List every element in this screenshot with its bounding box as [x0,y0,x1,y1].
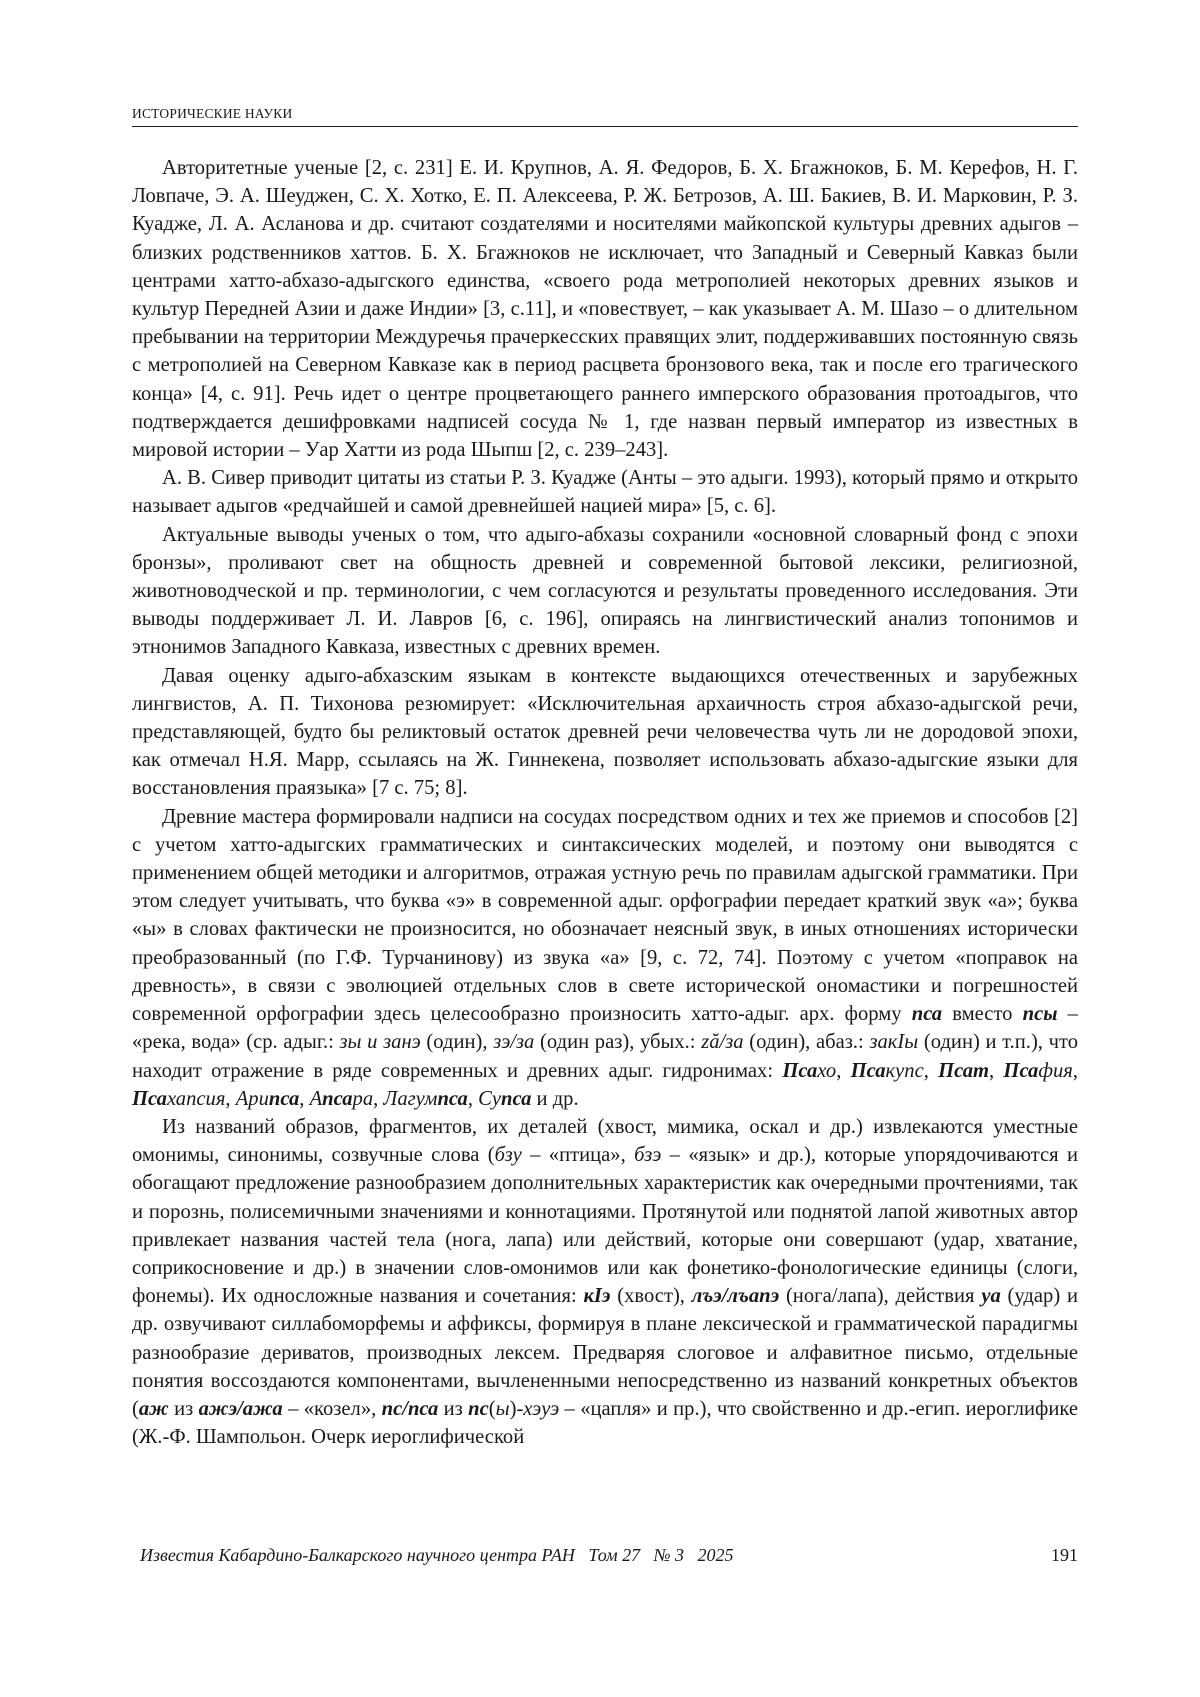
paragraph: Авторитетные ученые [2, с. 231] Е. И. Крупнов, А. Я. Федоров, Б. Х. Бгажноков, Б. М. Ке­рефов, Н. Г. Ловпаче, Э. А. Шеуджен, С. Х. Хотко, Е. П. Алексеева, Р. Ж. Бетрозов, А. Ш. Ба­киев, В. И. Марковин, Р. З. Куадже, Л. А. Асланова и др. считают создателями и носителями майкопской культуры древних адыгов – близких родственников хаттов. Б. Х. Бгажноков не исключает, что Западный и Северный Кавказ были центрами хатто-абхазо-адыгского единства, «своего рода метрополией некоторых древних языков и культур Передней Азии и даже Ин­дии» [3, с.11], и «повествует, – как указывает А. М. Шазо – о длительном пребывании на тер­ритории Междуречья прачеркесских правящих элит, поддерживавших постоянную связь с метрополией на Северном Кавказе как в период расцвета бронзового века, так и после его тра­гического конца» [4, с. 91]. Речь идет о центре процветающего раннего имперского образова­ния протоадыгов, что подтверждается дешифровками надписей сосуда № 1, где назван первый император из известных в мировой истории – Уар Хатти из рода Шыпш [2, с. 239–243]. [132,154,1078,464]
journal-citation: Известия Кабардино-Балкарского научного центра РАН Том 27 № 3 2025 [140,1545,734,1565]
paragraph: Из названий образов, фрагментов, их деталей (хвост, мимика, оскал и др.) извлекаются уместные омонимы, синонимы, созвучные слова (бзу – «птица», бзэ – «язык» и др.), которые упорядочиваются и обогащают предложение разнообразием дополнительных характеристик как очередными прочтениями, так и порознь, полисемичными значениями и коннотациями. Протянутой или поднятой лапой животных автор привлекает названия частей тела (нога, ла­па) или действий, которые они совершают (удар, хватание, соприкосновение и др.) в значении слов-омонимов или как фонетико-фонологические единицы (слоги, фонемы). Их однослож­ные названия и сочетания: кIэ (хвост), лъэ/лъапэ (нога/лапа), действия уа (удар) и др. озвучи­вают силлабоморфемы и аффиксы, формируя в плане лексической и грамматической пара­дигмы разнообразие дериватов, производных лексем. Предваряя слоговое и алфавитное пись­мо, отдельные понятия воссоздаются компонентами, вычлененными непосредственно из названий конкретных объектов (аж из ажэ/ажа – «козел», пс/пса из пс(ы)-хэуэ – «цапля» и пр.), что свойственно и др.-егип. иероглифике (Ж.-Ф. Шампольон. Очерк иероглифической [132,1113,1078,1451]
page-number: 191 [1051,1545,1078,1566]
paragraph: А. В. Сивер приводит цитаты из статьи Р. З. Куадже (Анты – это адыги. 1993), который прямо и открыто называет адыгов «редчайшей и самой древнейшей нацией мира» [5, с. 6]. [132,464,1078,520]
running-head [132,106,1078,127]
page-footer [140,1545,1078,1566]
paragraph: Древние мастера формировали надписи на сосудах посредством одних и тех же приемов и способов [2] с учетом хатто-адыгских грамматических и синтаксических моделей, и поэтому они выводятся с применением общей методики и алгоритмов, отражая устную речь по пра­вилам адыгской грамматики. При этом следует учитывать, что буква «э» в современной адыг. орфографии передает краткий звук «а»; буква «ы» в словах фактически не произносится, но обозначает неясный звук, в иных отношениях исторически преобразованный (по Г.Ф. Турча­нинову) из звука «а» [9, с. 72, 74]. Поэтому с учетом «поправок на древность», в связи с эво­люцией отдельных слов в свете исторической ономастики и погрешностей современной ор­фографии здесь целесообразно произносить хатто-адыг. арх. форму пса вместо псы – «река, вода» (ср. адыг.: зы и занэ (один), зэ/за (один раз), убых.: ză/за (один), абаз.: закIы (один) и т.п.), что находит отражение в ряде современных и древних адыг. гидронимах: Псахо, Пса­купс, Псат, Псафия, Псахапсия, Арипса, Апсара, Лагумпса, Супса и др. [132,803,1078,1113]
paragraph: Давая оценку адыго-абхазским языкам в контексте выдающихся отечественных и зару­бежных лингвистов, А. П. Тихонова резюмирует: «Исключительная архаичность строя абха­зо-адыгской речи, представляющей, будто бы реликтовый остаток древней речи человече­ства чуть ли не дородовой эпохи, как отмечал Н.Я. Марр, ссылаясь на Ж. Гиннекена, позво­ляет использовать абхазо-адыгские языки для восстановления праязыка» [7 с. 75; 8]. [132,662,1078,803]
article-body [132,154,1078,1451]
section-title: ИСТОРИЧЕСКИЕ НАУКИ [132,106,292,121]
paragraph: Актуальные выводы ученых о том, что адыго-абхазы сохранили «основной словарный фонд с эпохи бронзы», проливают свет на общность древней и современной бытовой лексики, религиозной, животноводческой и пр. терминологии, с чем согласуются и результаты прове­денного исследования. Эти выводы поддерживает Л. И. Лавров [6, с. 196], опираясь на линг­вистический анализ топонимов и этнонимов Западного Кавказа, известных с древних времен. [132,521,1078,662]
